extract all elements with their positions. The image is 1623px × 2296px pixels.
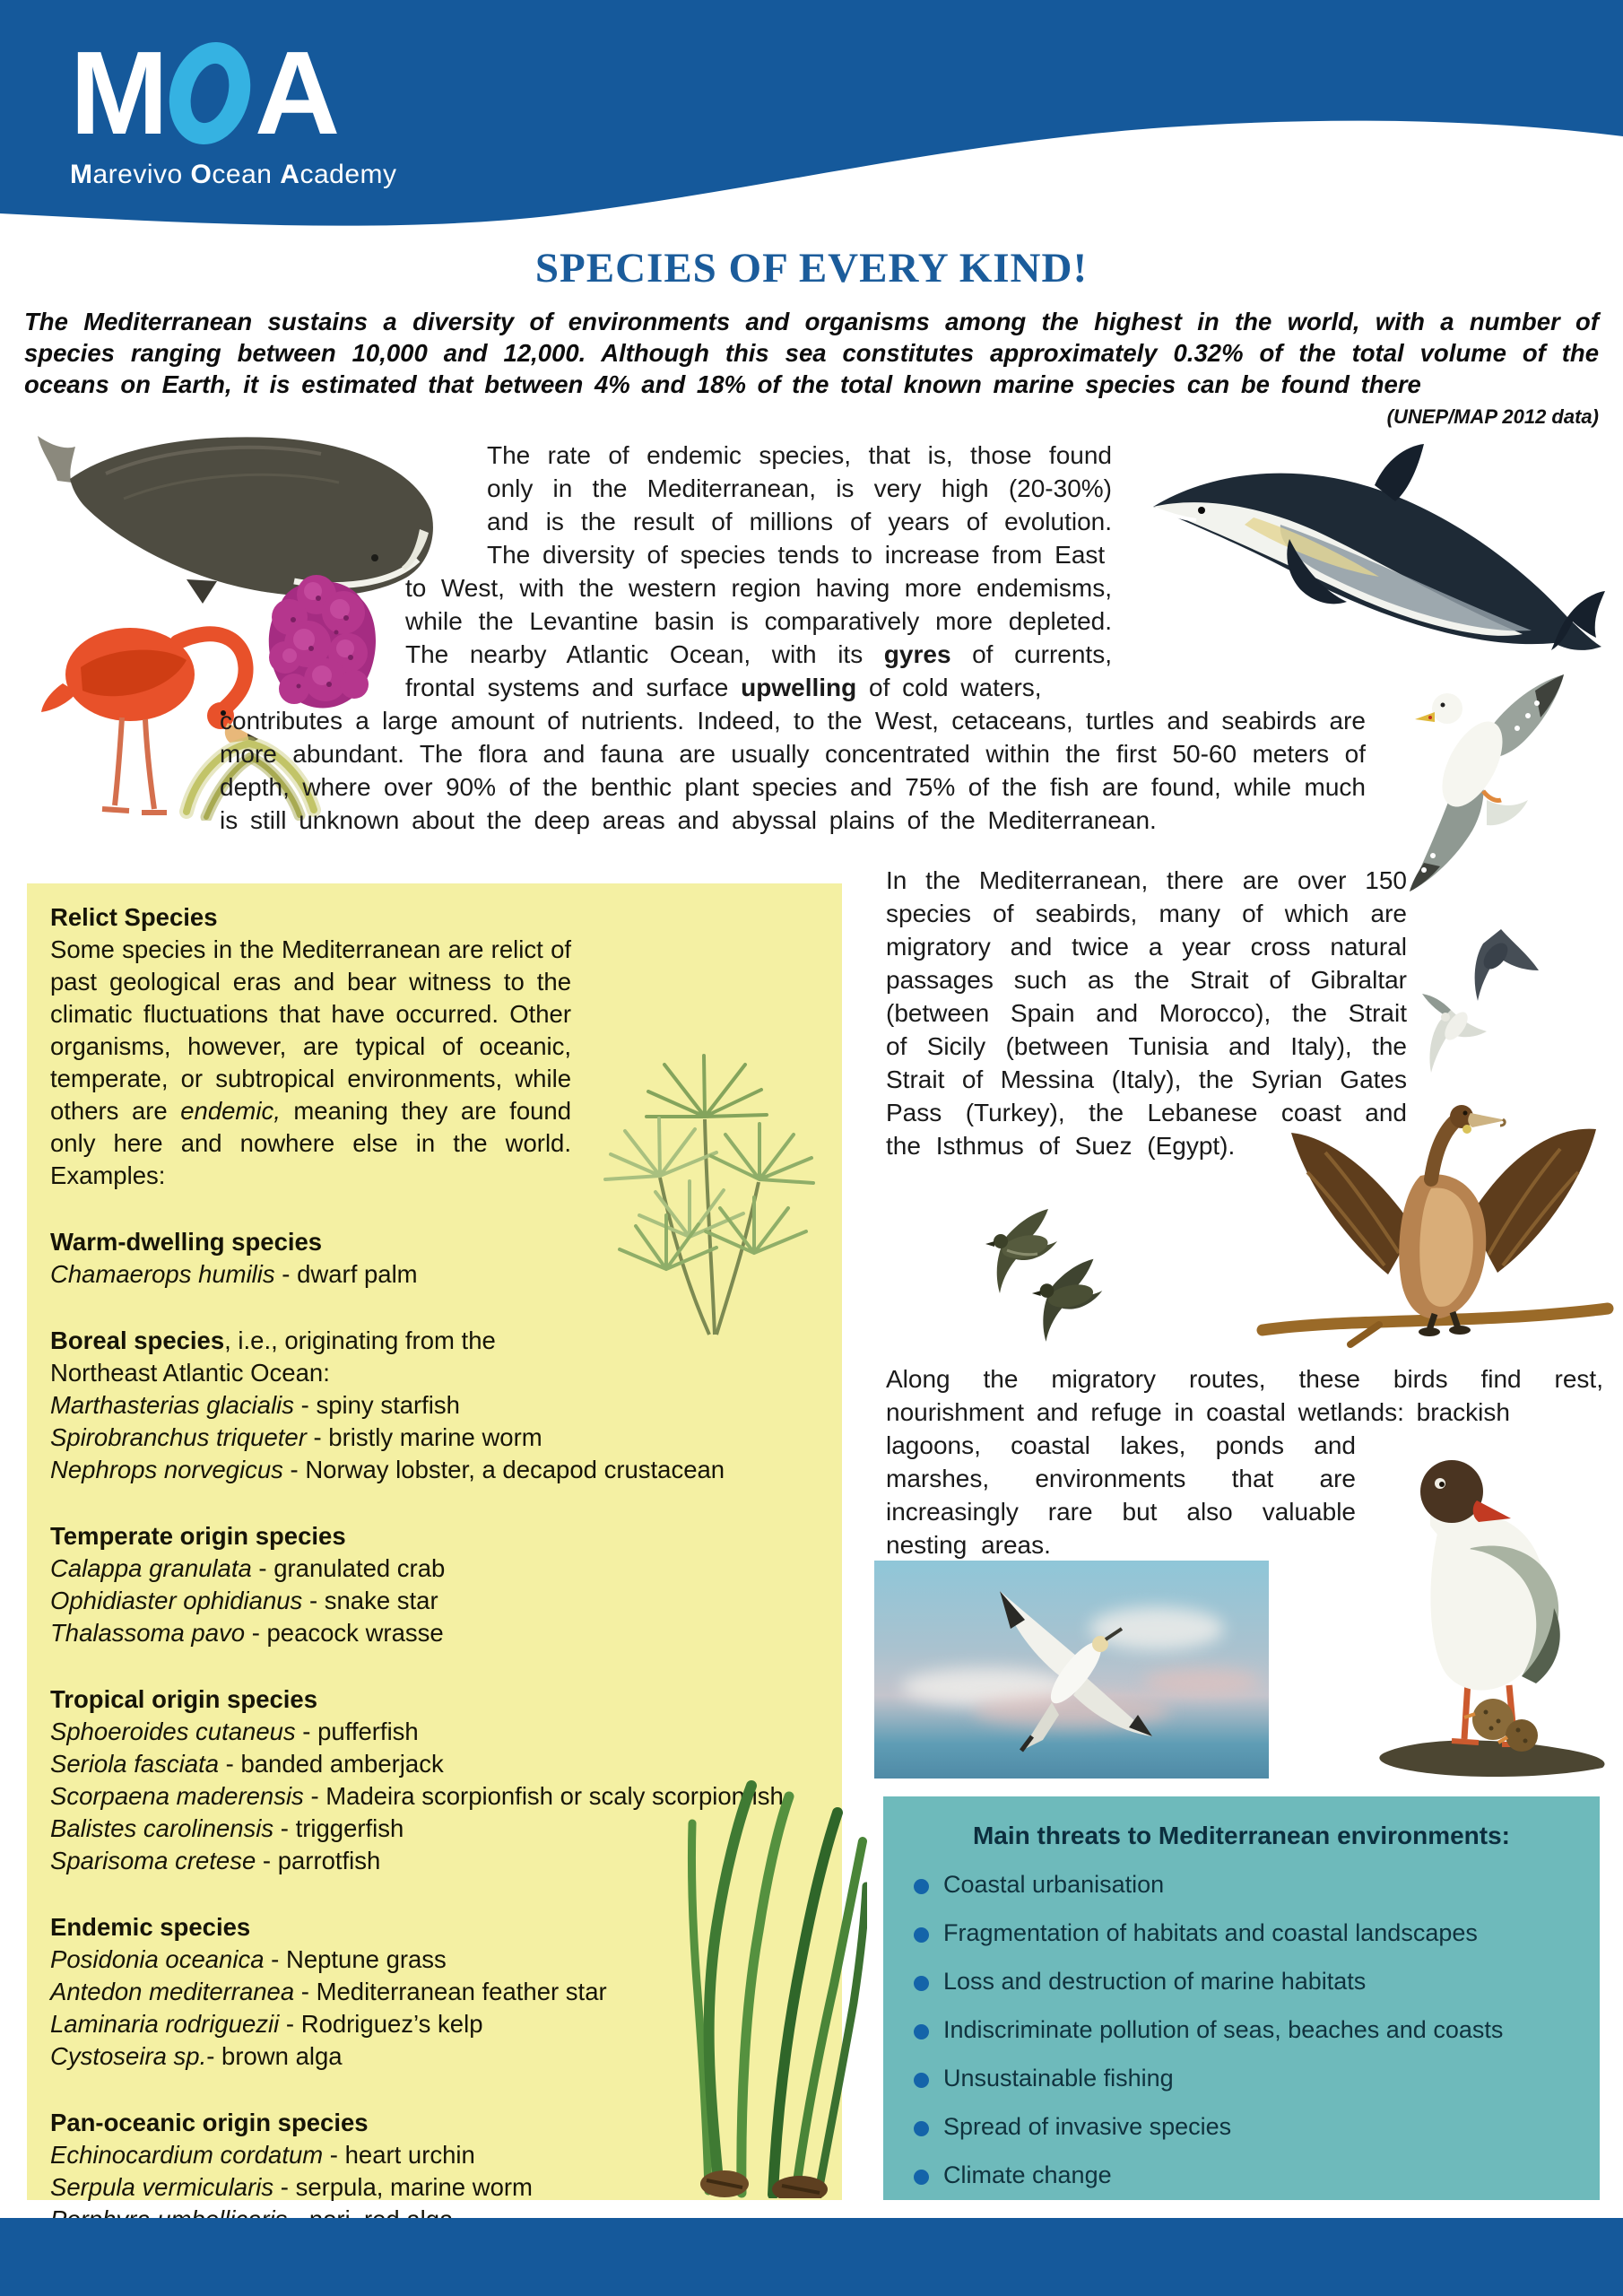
species-item: Cystoseira sp.- brown alga bbox=[50, 2042, 343, 2070]
logo-subtitle bbox=[70, 160, 397, 190]
species-item: Balistes carolinensis - triggerfish bbox=[50, 1814, 404, 1842]
threat-item bbox=[910, 2016, 1573, 2044]
bullet-icon bbox=[914, 2121, 929, 2136]
bullet-icon bbox=[914, 1976, 929, 1991]
logo-letter-m: M bbox=[70, 27, 165, 159]
threat-item bbox=[910, 1871, 1573, 1899]
moa-logo bbox=[70, 27, 397, 190]
species-item: Sphoeroides cutaneus - pufferfish bbox=[50, 1718, 419, 1745]
threat-label: Unsustainable fishing bbox=[943, 2065, 1174, 2092]
threat-item bbox=[910, 2161, 1573, 2189]
header-banner bbox=[0, 0, 1623, 247]
species-item: Marthasterias glacialis - spiny starfish bbox=[50, 1391, 460, 1419]
species-section-boreal bbox=[50, 1325, 819, 1486]
main-paragraph-part-2 bbox=[405, 571, 1112, 704]
bullet-icon bbox=[914, 2170, 929, 2185]
data-source-note: (UNEP/MAP 2012 data) bbox=[1386, 405, 1599, 428]
threats-box bbox=[883, 1796, 1600, 2200]
bullet-icon bbox=[914, 2073, 929, 2088]
bullet-icon bbox=[914, 1927, 929, 1943]
threat-label: Spread of invasive species bbox=[943, 2113, 1232, 2140]
gannet-photo bbox=[874, 1561, 1269, 1779]
page-title: SPECIES OF EVERY KIND! bbox=[534, 245, 1089, 291]
logo-sub-text: cademy bbox=[299, 160, 397, 189]
flying-gull-illustration bbox=[1401, 665, 1571, 904]
logo-letter-a: A bbox=[254, 27, 337, 159]
section-heading: Tropical origin species bbox=[50, 1685, 318, 1713]
black-headed-gull-illustration bbox=[1333, 1441, 1623, 1782]
main-text: of currents, frontal systems and surface bbox=[405, 640, 1112, 701]
species-item: Serpula vermicularis - serpula, marine worm bbox=[50, 2173, 533, 2201]
seabirds-paragraph: In the Mediterranean, there are over 150 species of seabirds, many of which are migratory and twice a year cross natural passages such as the Strait of Gibraltar (between Spain and Morocco), the Strait of Sicily (between Tunisia and Italy), the Strait of Messina (Italy), the Syrian Gates Pass (Turkey), the Lebanese coast and the Isthmus of Suez (Egypt). bbox=[886, 866, 1407, 1160]
relict-species-box bbox=[27, 883, 842, 2200]
species-item: Chamaerops humilis - dwarf palm bbox=[50, 1260, 418, 1288]
bullet-icon bbox=[914, 1879, 929, 1894]
threat-label: Fragmentation of habitats and coastal landscapes bbox=[943, 1919, 1478, 1946]
species-item: Scorpaena maderensis - Madeira scorpionfish or scaly scorpionfish bbox=[50, 1782, 784, 1810]
species-item: Laminaria rodriguezii - Rodriguez’s kelp bbox=[50, 2010, 483, 2038]
species-item: Nephrops norvegicus - Norway lobster, a decapod crustacean bbox=[50, 1456, 725, 1483]
gannet-bird-icon bbox=[874, 1561, 1269, 1779]
species-item: Seriola fasciata - banded amberjack bbox=[50, 1750, 444, 1778]
species-item: Calappa granulata - granulated crab bbox=[50, 1554, 446, 1582]
logo-sub-o: O bbox=[190, 160, 213, 189]
species-item: Spirobranchus triqueter - bristly marine worm bbox=[50, 1423, 542, 1451]
relict-intro-text: Some species in the Mediterranean are relict of past geological eras and bear witness to the climatic fluctuations that have occurred. Other organisms, however, are typical of oceanic, temperate, or subtropical environments, while others are bbox=[50, 935, 571, 1125]
main-text: of cold waters, bbox=[856, 674, 1042, 701]
main-text: to West, with the western region having more endemisms, while the Levantine basin is comparatively more depleted. The nearby Atlantic Ocean, with its bbox=[405, 574, 1112, 668]
section-suffix: , i.e., originating from the Northeast Atlantic Ocean: bbox=[50, 1326, 496, 1387]
logo-sub-text: cean bbox=[212, 160, 281, 189]
section-heading: Pan-oceanic origin species bbox=[50, 2109, 369, 2136]
species-item: Ophidiaster ophidianus - snake star bbox=[50, 1587, 438, 1614]
migratory-paragraph-narrow: lagoons, coastal lakes, ponds and marshes, environments that are increasingly rare but also valuable nesting areas. bbox=[886, 1431, 1356, 1559]
relict-heading: Relict Species bbox=[50, 903, 218, 931]
species-item: Posidonia oceanica - Neptune grass bbox=[50, 1945, 447, 1973]
species-section-temperate bbox=[50, 1520, 819, 1649]
ducks-illustration bbox=[980, 1200, 1103, 1342]
section-heading: Temperate origin species bbox=[50, 1522, 346, 1550]
threat-item bbox=[910, 2113, 1573, 2141]
species-item: Echinocardium cordatum - heart urchin bbox=[50, 2141, 475, 2169]
species-item: Sparisoma cretese - parrotfish bbox=[50, 1847, 381, 1874]
logo-sub-a: A bbox=[280, 160, 300, 189]
relict-intro-text: meaning they are found only here and nowhere else in the world. Examples: bbox=[50, 1097, 571, 1189]
threat-label: Climate change bbox=[943, 2161, 1112, 2188]
logo-o-swirl-icon bbox=[158, 32, 263, 154]
migratory-paragraph-wide: Along the migratory routes, these birds find rest, nourishment and refuge in coastal wetlands: brackish bbox=[886, 1365, 1603, 1426]
section-heading: Warm-dwelling species bbox=[50, 1228, 323, 1256]
species-item: Antedon mediterranea - Mediterranean feather star bbox=[50, 1978, 607, 2005]
threat-item bbox=[910, 2065, 1573, 2092]
petrels-illustration bbox=[1415, 924, 1542, 1078]
intro-paragraph: The Mediterranean sustains a diversity of environments and organisms among the highest in the world, with a number of species ranging between 10,000 and 12,000. Although this sea constitutes approximately 0.32% of the total volume of the oceans on Earth, it is estimated that between 4% and 18% of the total known marine species can be found there bbox=[24, 308, 1599, 398]
threat-label: Coastal urbanisation bbox=[943, 1871, 1165, 1898]
main-paragraph-part-1: The rate of endemic species, that is, those found only in the Mediterranean, is very high (20-30%) and is the result of millions of years of evolution. The diversity of species tends to increase from East bbox=[487, 441, 1112, 569]
dwarf-palm-illustration bbox=[584, 1052, 819, 1348]
keyword-gyres: gyres bbox=[883, 640, 951, 668]
logo-sub-m: M bbox=[70, 160, 93, 189]
section-heading: Endemic species bbox=[50, 1913, 251, 1941]
threat-label: Loss and destruction of marine habitats bbox=[943, 1968, 1367, 1995]
keyword-upwelling: upwelling bbox=[741, 674, 857, 701]
dolphin-illustration bbox=[1146, 442, 1608, 671]
cormorant-illustration bbox=[1245, 1090, 1623, 1359]
coral-illustration bbox=[254, 568, 386, 718]
threat-item bbox=[910, 1919, 1573, 1947]
bullet-icon bbox=[914, 2024, 929, 2039]
relict-intro-endemic: endemic, bbox=[180, 1097, 281, 1125]
threat-label: Indiscriminate pollution of seas, beaches and coasts bbox=[943, 2016, 1504, 2043]
section-heading: Boreal species bbox=[50, 1326, 225, 1354]
species-item: Thalassoma pavo - peacock wrasse bbox=[50, 1619, 444, 1647]
threats-heading: Main threats to Mediterranean environments: bbox=[972, 1822, 1510, 1849]
seagrass-illustration bbox=[665, 1770, 867, 2198]
footer-bar bbox=[0, 2218, 1623, 2296]
main-paragraph-part-3: contributes a large amount of nutrients. Indeed, to the West, cetaceans, turtles and seabirds are more abundant. The flora and fauna are usually concentrated within the first 50-60 meters of depth, where over 90% of the benthic plant species and 75% of the fish are found, while much is still unknown about the deep areas and abyssal plains of the Mediterranean. bbox=[220, 707, 1366, 834]
threat-item bbox=[910, 1968, 1573, 1996]
logo-sub-text: arevivo bbox=[92, 160, 191, 189]
